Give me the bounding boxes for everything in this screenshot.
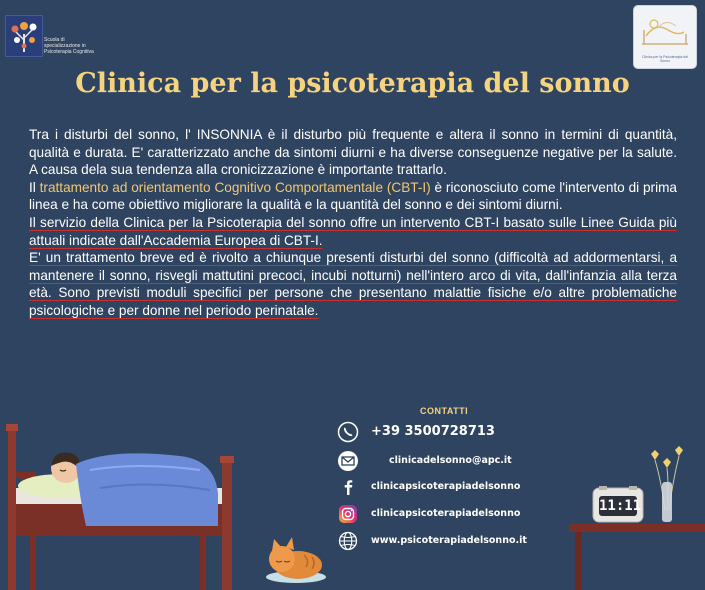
page-title: Clinica per la psicoterapia del sonno: [75, 68, 630, 99]
email-icon: [337, 450, 359, 472]
paragraph-treatment: E' un trattamento breve ed è rivolto a chiunque presenti disturbi del sonno (difficoltà ad addormentarsi, a mantenere il sonno, risvegli mattutini precoci, incubi notturni) nell'intero arco di vita, dall'infanzia alla terza età. Sono previsti moduli specifici per persone che presentano malattie fisiche e/o altre problematiche psicologiche e per donne nel periodo perinatale.: [29, 250, 677, 318]
logo-text-line: specializzazione in: [44, 43, 86, 49]
clinic-logo-caption: Clinica per la Psicoterapia del Sonno: [641, 55, 689, 63]
phone-icon: [337, 421, 359, 443]
sleeping-person-bed-illustration: [0, 420, 250, 590]
logo-text-line: Psicoterapia Cognitiva: [44, 49, 94, 55]
logo-text-line: Scuola di: [44, 37, 65, 43]
body-text: [29, 126, 677, 320]
globe-icon: [337, 530, 359, 552]
website-url: www.psicoterapiadelsonno.it: [371, 535, 527, 546]
phone-number: +39 3500728713: [371, 424, 495, 439]
paragraph-text: Il: [29, 179, 40, 195]
paragraph-cbt-i: [29, 179, 677, 214]
clock-time: 11:11: [599, 498, 642, 514]
school-logo-text: [44, 37, 134, 55]
facebook-handle: clinicapsicoterapiadelsonno: [371, 481, 521, 492]
tree-logo-icon: [6, 16, 42, 56]
cbt-i-highlight: trattamento ad orientamento Cognitivo Comportamentale (CBT-I): [39, 179, 431, 195]
instagram-icon: [337, 503, 359, 525]
email-address: clinicadelsonno@apc.it: [389, 455, 512, 466]
sleeping-cat-illustration: [260, 525, 330, 585]
facebook-icon: [337, 476, 359, 498]
school-logo: [5, 15, 43, 57]
clinic-logo: [633, 5, 697, 69]
paragraph-text: è riconosciuto come l'intervento di prima linea e ha come obiettivo migliorare la qualità e la quantità del sonno e dei sintomi diurni.: [29, 179, 677, 213]
contacts-heading: CONTATTI: [420, 406, 469, 416]
bed-sleeper-logo-icon: [634, 6, 696, 56]
paragraph-insonnia: Tra i disturbi del sonno, l' INSONNIA è il disturbo più frequente e altera il sonno in termini di quantità, qualità e durata. E' caratterizzato anche da sintomi diurni e ha diverse conseguenze negative per la salute. A causa dela sua tendenza alla cronicizzazione è importante trattarlo.: [29, 127, 677, 178]
instagram-handle: clinicapsicoterapiadelsonno: [371, 508, 521, 519]
paragraph-service: Il servizio della Clinica per la Psicoterapia del sonno offre un intervento CBT-I basato sulle Linee Guida più attuali indicate dall'Accademia Europea di CBT-I.: [29, 214, 677, 248]
